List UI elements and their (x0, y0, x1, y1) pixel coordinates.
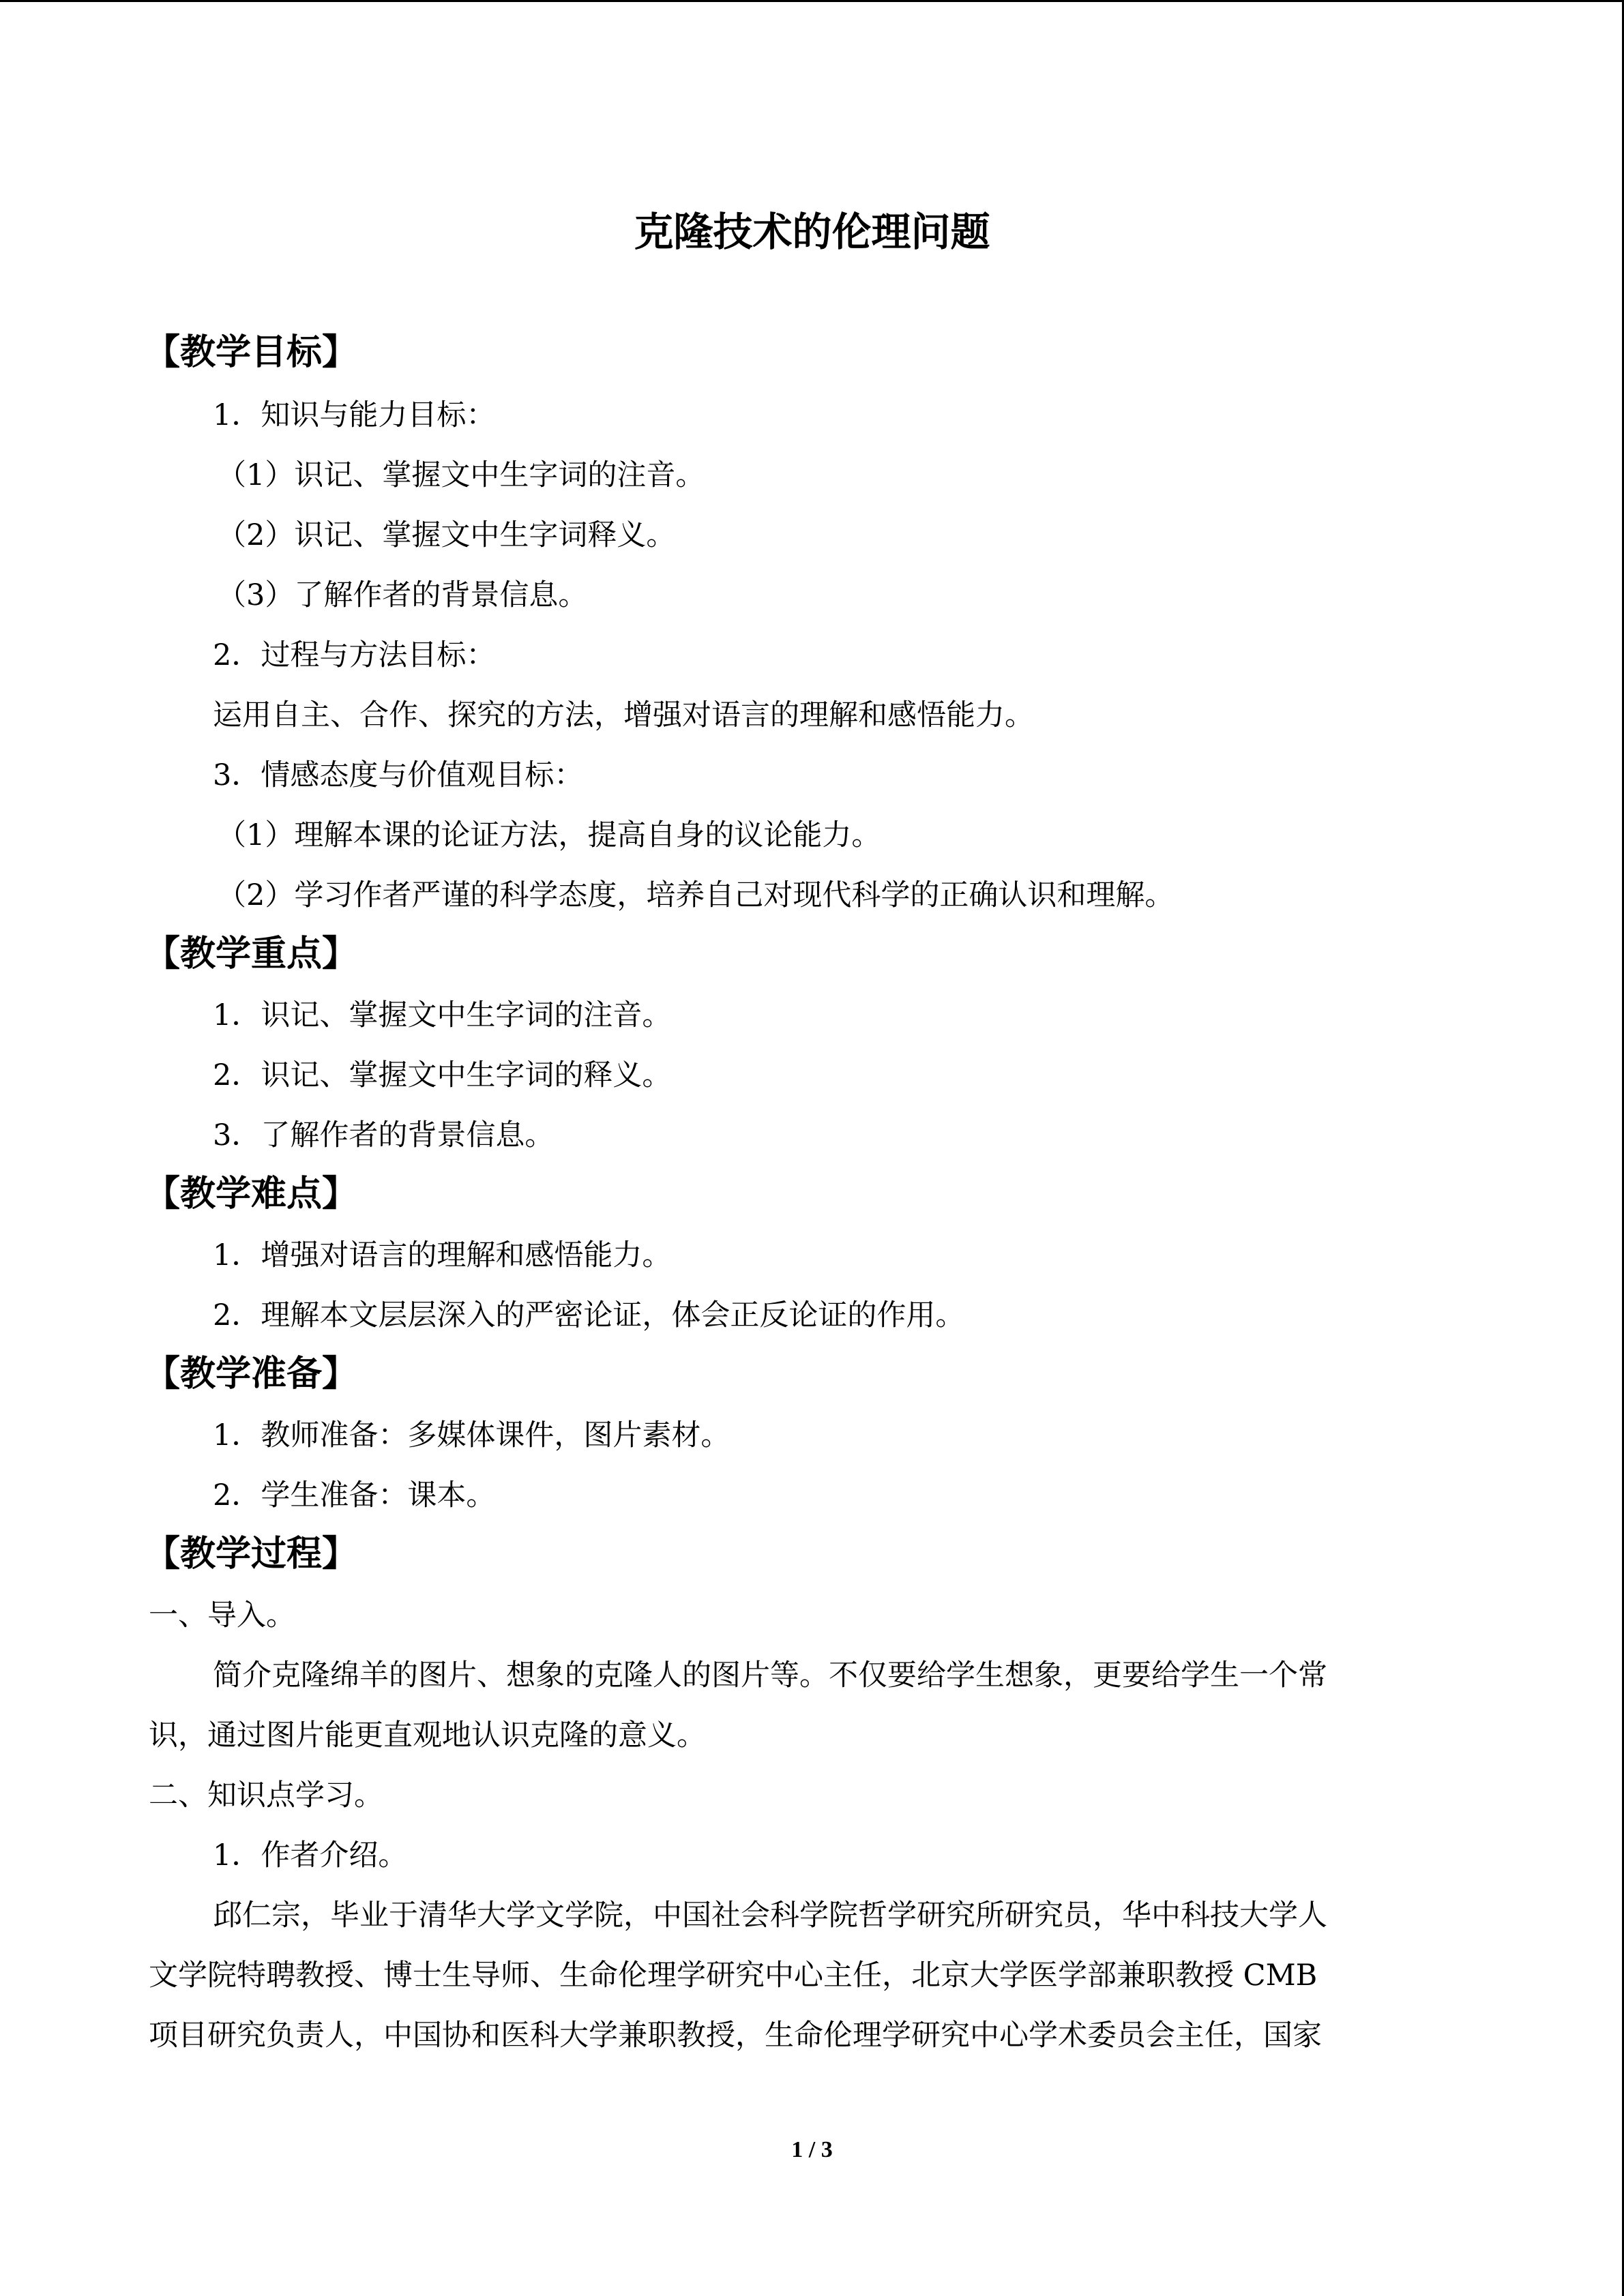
key-points-line-1: 1．识记、掌握文中生字词的注音。 (213, 998, 672, 1032)
objectives-line-8: （1）理解本课的论证方法，提高自身的议论能力。 (217, 818, 881, 852)
section-heading-difficulties: 【教学难点】 (145, 1173, 358, 1214)
objectives-line-2: （1）识记、掌握文中生字词的注音。 (217, 458, 705, 492)
objectives-line-1: 1．知识与能力目标： (213, 398, 496, 432)
process-line-8: 项目研究负责人，中国协和医科大学兼职教授，生命伦理学研究中心学术委员会主任，国家 (149, 2018, 1322, 2053)
difficulties-line-1: 1．增强对语言的理解和感悟能力。 (213, 1238, 672, 1272)
preparation-line-1: 1．教师准备：多媒体课件，图片素材。 (213, 1418, 730, 1452)
section-heading-key-points: 【教学重点】 (145, 933, 358, 974)
process-line-3: 识，通过图片能更直观地认识克隆的意义。 (149, 1718, 706, 1753)
process-line-7: 文学院特聘教授、博士生导师、生命伦理学研究中心主任，北京大学医学部兼职教授 CMB (149, 1958, 1318, 1993)
preparation-line-2: 2．学生准备：课本。 (213, 1478, 496, 1512)
objectives-line-7: 3．情感态度与价值观目标： (213, 758, 584, 792)
section-heading-objectives: 【教学目标】 (145, 331, 358, 373)
process-line-5: 1．作者介绍。 (213, 1838, 408, 1873)
document-title: 克隆技术的伦理问题 (634, 209, 990, 255)
section-heading-process: 【教学过程】 (145, 1533, 358, 1575)
difficulties-line-2: 2．理解本文层层深入的严密论证，体会正反论证的作用。 (213, 1298, 965, 1332)
section-heading-preparation: 【教学准备】 (145, 1353, 358, 1395)
process-line-1: 一、导入。 (149, 1598, 295, 1632)
process-line-2: 简介克隆绵羊的图片、想象的克隆人的图片等。不仅要给学生想象，更要给学生一个常 (213, 1658, 1327, 1693)
key-points-line-2: 2．识记、掌握文中生字词的释义。 (213, 1058, 672, 1092)
process-line-6: 邱仁宗，毕业于清华大学文学院，中国社会科学院哲学研究所研究员，华中科技大学人 (213, 1898, 1327, 1933)
process-line-4: 二、知识点学习。 (149, 1778, 383, 1813)
objectives-line-5: 2．过程与方法目标： (213, 638, 496, 672)
objectives-line-3: （2）识记、掌握文中生字词释义。 (217, 518, 676, 552)
page-number: 1 / 3 (791, 2137, 833, 2162)
key-points-line-3: 3．了解作者的背景信息。 (213, 1118, 555, 1152)
objectives-line-6: 运用自主、合作、探究的方法，增强对语言的理解和感悟能力。 (213, 698, 1034, 732)
objectives-line-9: （2）学习作者严谨的科学态度，培养自己对现代科学的正确认识和理解。 (217, 878, 1175, 912)
objectives-line-4: （3）了解作者的背景信息。 (217, 578, 588, 612)
